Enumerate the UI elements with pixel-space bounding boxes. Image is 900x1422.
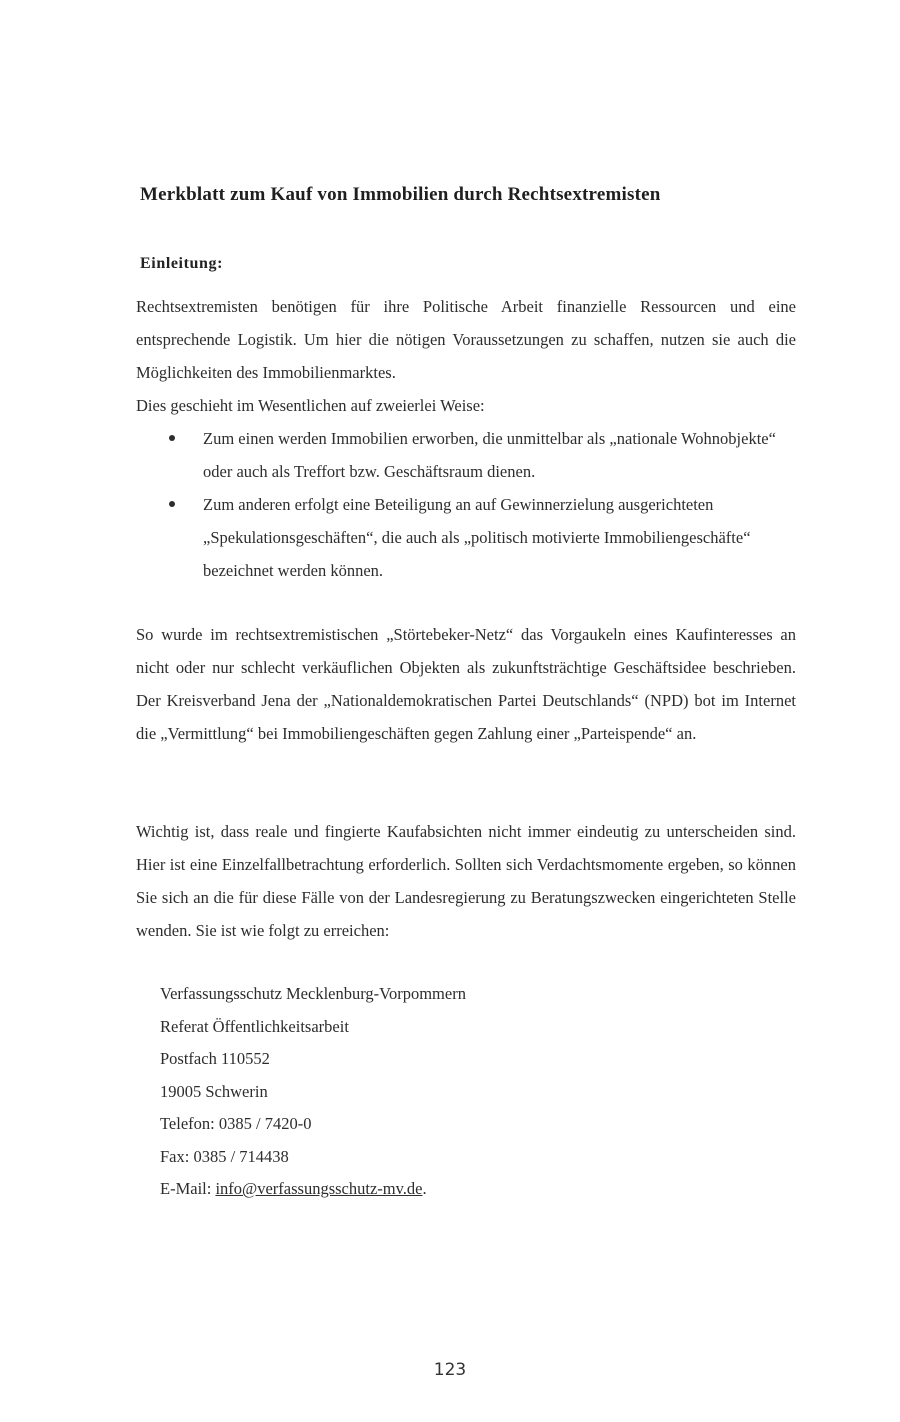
address-phone: Telefon: 0385 / 7420-0 xyxy=(160,1114,312,1133)
email-label: E-Mail: xyxy=(160,1179,216,1198)
document-title: Merkblatt zum Kauf von Immobilien durch Rechtsextremisten xyxy=(140,184,661,205)
address-po-box: Postfach 110552 xyxy=(160,1049,270,1068)
email-suffix: . xyxy=(422,1179,427,1198)
paragraph-contact-intro xyxy=(136,815,796,947)
address-city: 19005 Schwerin xyxy=(160,1081,268,1101)
paragraph-text: Wichtig ist, dass reale und fingierte Kaufabsichten nicht immer eindeutig zu unterscheiden sind. Hier ist eine Einzelfallbetrachtung erforderlich. Sollten sich Verdachtsmomente ergeben, so können Sie sich an die für diese Fälle von der Landesregierung zu Beratungszwecken eingerichteten Stelle wenden. Sie ist wie folgt zu erreichen: xyxy=(136,822,796,940)
bullet-text: Zum anderen erfolgt eine Beteiligung an auf Gewinnerzielung ausgerichteten „Spekulationsgeschäften“, die auch als „politisch motivierte Immobiliengeschäfte“ bezeichnet werden können. xyxy=(203,495,751,580)
bullet-item xyxy=(136,488,796,587)
intro-heading: Einleitung: xyxy=(140,255,224,272)
bullet-icon xyxy=(169,435,175,441)
email-link[interactable]: info@verfassungsschutz-mv.de xyxy=(215,1179,423,1198)
intro-section xyxy=(136,290,796,422)
paragraph-stoertebeker xyxy=(136,618,796,750)
page-number: 123 xyxy=(433,1360,467,1380)
bullet-item xyxy=(136,422,796,488)
address-organization: Verfassungsschutz Mecklenburg-Vorpommern xyxy=(160,984,466,1003)
contact-address xyxy=(160,978,466,1206)
address-department: Referat Öffentlichkeitsarbeit xyxy=(160,1016,349,1036)
address-email-line xyxy=(160,1173,466,1206)
intro-lead: Dies geschieht im Wesentlichen auf zweierlei Weise: xyxy=(136,396,485,415)
bullet-list xyxy=(136,422,796,587)
bullet-icon xyxy=(169,501,175,507)
address-fax: Fax: 0385 / 714438 xyxy=(160,1146,289,1166)
paragraph-text: So wurde im rechtsextremistischen „Störtebeker-Netz“ das Vorgaukeln eines Kaufinteresses an nicht oder nur schlecht verkäuflichen Objekten als zukunftsträchtige Geschäftsidee beschrieben. Der Kreisverband Jena der „Nationaldemokratischen Partei Deutschlands“ (NPD) bot im Internet die „Vermittlung“ bei Immobiliengeschäften gegen Zahlung einer „Parteispende“ an. xyxy=(136,625,796,743)
bullet-text: Zum einen werden Immobilien erworben, die unmittelbar als „nationale Wohnobjekte“ oder auch als Treffort bzw. Geschäftsraum dienen. xyxy=(203,429,776,481)
intro-paragraph: Rechtsextremisten benötigen für ihre Politische Arbeit finanzielle Ressourcen und eine entsprechende Logistik. Um hier die nötigen Voraussetzungen zu schaffen, nutzen sie auch die Möglichkeiten des Immobilienmarktes. xyxy=(136,297,796,382)
